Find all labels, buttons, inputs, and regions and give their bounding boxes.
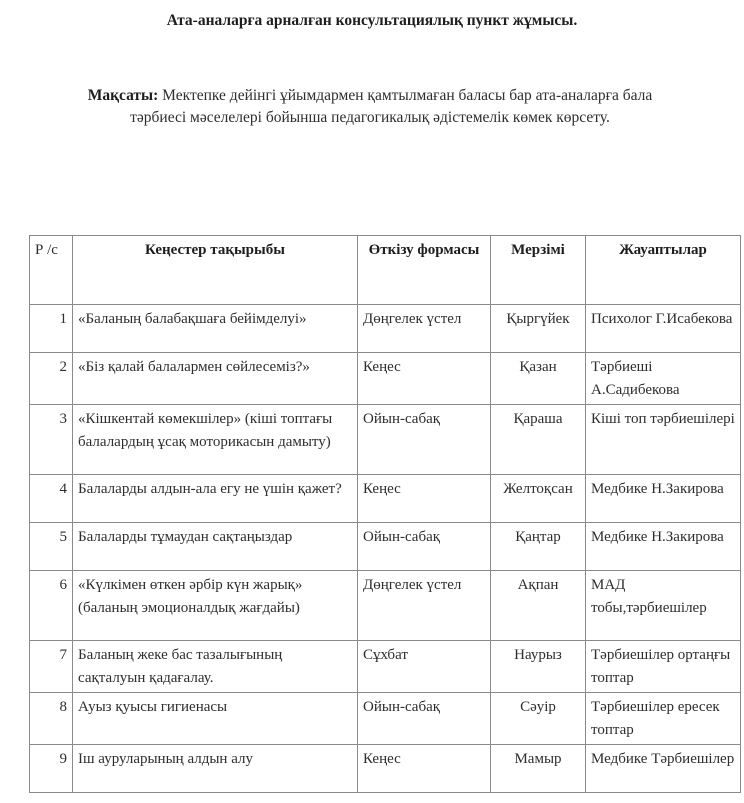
document-title: Ата-аналарға арналған консультациялық пункт жұмысы. bbox=[166, 12, 578, 29]
row-topic: «Біз қалай балалармен сөйлесеміз?» bbox=[73, 353, 358, 405]
row-num: 7 bbox=[30, 641, 73, 693]
row-date: Қаңтар bbox=[491, 523, 586, 571]
row-topic: «Баланың балабақшаға бейімделуі» bbox=[73, 305, 358, 353]
table-row bbox=[30, 693, 741, 745]
row-num: 9 bbox=[30, 745, 73, 793]
row-topic: Балаларды алдын-ала егу не үшін қажет? bbox=[73, 475, 358, 523]
consultation-plan-table bbox=[29, 235, 741, 793]
header-topic: Кеңестер тақырыбы bbox=[73, 236, 358, 305]
row-form: Кеңес bbox=[358, 745, 491, 793]
table-row bbox=[30, 571, 741, 641]
table-row bbox=[30, 405, 741, 475]
row-date: Сәуір bbox=[491, 693, 586, 745]
row-num: 8 bbox=[30, 693, 73, 745]
row-topic: «Кішкентай көмекшілер» (кіші топтағы балалардың ұсақ моторикасын дамыту) bbox=[73, 405, 358, 475]
row-form: Дөңгелек үстел bbox=[358, 571, 491, 641]
row-date: Ақпан bbox=[491, 571, 586, 641]
table-row bbox=[30, 745, 741, 793]
row-responsible: Медбике Н.Закирова bbox=[586, 475, 741, 523]
row-form: Дөңгелек үстел bbox=[358, 305, 491, 353]
row-num: 5 bbox=[30, 523, 73, 571]
row-date: Қараша bbox=[491, 405, 586, 475]
table-row bbox=[30, 475, 741, 523]
row-responsible: Медбике Тәрбиешілер bbox=[586, 745, 741, 793]
header-form: Өткізу формасы bbox=[358, 236, 491, 305]
table-row bbox=[30, 523, 741, 571]
row-num: 1 bbox=[30, 305, 73, 353]
row-topic: Іш ауруларының алдын алу bbox=[73, 745, 358, 793]
row-num: 4 bbox=[30, 475, 73, 523]
header-num: Р /с bbox=[30, 236, 73, 305]
row-form: Кеңес bbox=[358, 475, 491, 523]
row-form: Сұхбат bbox=[358, 641, 491, 693]
row-form: Ойын-сабақ bbox=[358, 405, 491, 475]
row-responsible: Тәрбиеші А.Садибекова bbox=[586, 353, 741, 405]
row-responsible: Медбике Н.Закирова bbox=[586, 523, 741, 571]
row-responsible: Тәрбиешілер ересек топтар bbox=[586, 693, 741, 745]
row-num: 6 bbox=[30, 571, 73, 641]
row-form: Ойын-сабақ bbox=[358, 693, 491, 745]
header-date: Мерзімі bbox=[491, 236, 586, 305]
row-date: Желтоқсан bbox=[491, 475, 586, 523]
row-topic: «Күлкімен өткен әрбір күн жарық» (баланың эмоционалдық жағдайы) bbox=[73, 571, 358, 641]
row-responsible: Кіші топ тәрбиешілері bbox=[586, 405, 741, 475]
row-responsible: Психолог Г.Исабекова bbox=[586, 305, 741, 353]
row-date: Мамыр bbox=[491, 745, 586, 793]
table-row bbox=[30, 353, 741, 405]
table-header-row bbox=[30, 236, 741, 305]
goal-paragraph bbox=[60, 85, 680, 129]
row-date: Қазан bbox=[491, 353, 586, 405]
row-form: Кеңес bbox=[358, 353, 491, 405]
row-responsible: Тәрбиешілер ортаңғы топтар bbox=[586, 641, 741, 693]
row-date: Наурыз bbox=[491, 641, 586, 693]
table-row bbox=[30, 305, 741, 353]
row-num: 3 bbox=[30, 405, 73, 475]
goal-text: Мектепке дейінгі ұйымдармен қамтылмаған баласы бар ата-аналарға бала тәрбиесі мәселелері бойынша педагогикалық әдістемелік көмек көрсету. bbox=[130, 87, 653, 126]
header-responsible: Жауаптылар bbox=[586, 236, 741, 305]
row-responsible: МАД тобы,тәрбиешілер bbox=[586, 571, 741, 641]
goal-label: Мақсаты: bbox=[87, 87, 159, 104]
row-date: Қыргүйек bbox=[491, 305, 586, 353]
row-form: Ойын-сабақ bbox=[358, 523, 491, 571]
row-topic: Балаларды тұмаудан сақтаңыздар bbox=[73, 523, 358, 571]
row-topic: Ауыз қуысы гигиенасы bbox=[73, 693, 358, 745]
row-topic: Баланың жеке бас тазалығының сақталуын қадағалау. bbox=[73, 641, 358, 693]
table-row bbox=[30, 641, 741, 693]
row-num: 2 bbox=[30, 353, 73, 405]
